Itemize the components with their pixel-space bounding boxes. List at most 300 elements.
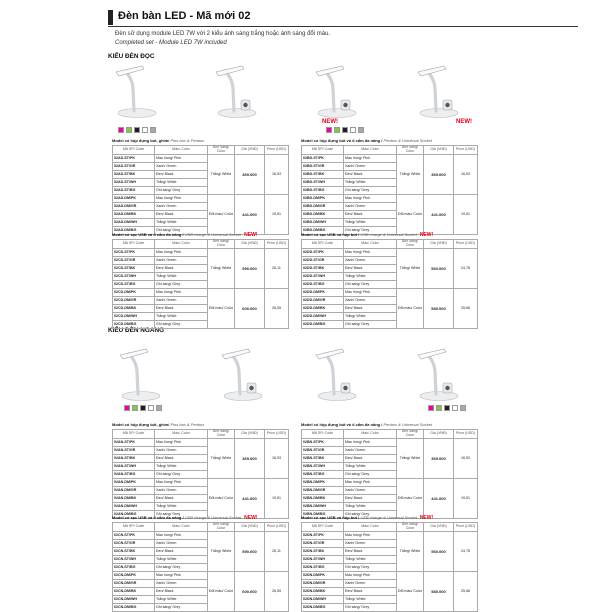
product-color: Ghi sáng/ Grey xyxy=(344,511,397,519)
section-vertical-title: KIỂU ĐÈN ĐỌC xyxy=(108,53,155,60)
page-header xyxy=(108,8,578,27)
caption-en: Penbox & Universal Socket xyxy=(383,138,432,143)
product-code: 02AD-ST/WH xyxy=(113,179,155,187)
color-swatch xyxy=(118,127,124,133)
header-cell: Ánh sáng/ Color xyxy=(397,430,424,439)
price-usd: 16,53 xyxy=(265,439,289,479)
product-code: 02DN-DM/GR xyxy=(302,580,344,588)
header-cell: Ánh sáng/ Color xyxy=(208,523,235,532)
product-code: 02CN-DM/BK xyxy=(113,588,155,596)
product-color: Đen/ Black xyxy=(155,211,208,219)
header-cell: Ánh sáng/ Color xyxy=(397,240,424,249)
product-code: 02BD-DM/PK xyxy=(302,195,344,203)
light-type: Trắng/ White xyxy=(208,532,235,572)
product-color: Xanh/ Green xyxy=(344,257,397,265)
color-swatch xyxy=(326,127,332,133)
table-row xyxy=(302,532,478,540)
lamp-arm xyxy=(231,354,240,394)
light-type: Đổi màu/ Color xyxy=(208,195,235,235)
color-swatch xyxy=(436,405,442,411)
product-code: 02DD-DM/BK xyxy=(302,305,344,313)
product-code: 02AN-ST/GR xyxy=(113,447,155,455)
price-vnd: 441.000 xyxy=(235,195,265,235)
price-table xyxy=(112,429,289,519)
price-table xyxy=(301,145,478,235)
model-caption xyxy=(301,232,433,238)
intro-vi: Đèn sử dụng module LED 7W với 2 kiểu ánh sáng trắng hoặc ánh sáng đổi màu. xyxy=(115,31,331,37)
header-cell: Màu/ Color xyxy=(344,146,397,155)
caption-en: Pins box & Penbox xyxy=(170,138,205,143)
product-color: Màu hồng/ Pink xyxy=(344,572,397,580)
product-color: Trắng/ White xyxy=(344,313,397,321)
product-color: Màu hồng/ Pink xyxy=(344,249,397,257)
product-color: Ghi sáng/ Grey xyxy=(344,321,397,329)
table-header-row xyxy=(113,523,289,532)
header-cell: Màu/ Color xyxy=(344,523,397,532)
header-cell: Giá (VNĐ) xyxy=(424,240,454,249)
header-cell: Mã SP/ Code xyxy=(302,430,344,439)
product-code: 02AD-ST/BK xyxy=(113,171,155,179)
color-swatch xyxy=(134,127,140,133)
lamp-base xyxy=(420,109,458,118)
caption-en: USB charge & Universal Socket xyxy=(184,515,242,520)
product-code: 02CD-ST/WH xyxy=(113,273,155,281)
product-color: Ghi sáng/ Grey xyxy=(344,281,397,289)
table-row xyxy=(113,572,289,580)
product-code: 02CN-ST/WH xyxy=(113,556,155,564)
price-usd: 16,53 xyxy=(454,155,478,195)
product-code: 02AN-DM/GR xyxy=(113,487,155,495)
product-code: 02DN-ST/PK xyxy=(302,532,344,540)
table-header-row xyxy=(302,430,478,439)
caption-vi: Model có hộp đựng bút, ghim/ xyxy=(112,138,171,143)
model-caption xyxy=(112,515,258,521)
header-cell: Mã SP/ Code xyxy=(113,240,155,249)
product-code: 02CN-ST/BK xyxy=(113,548,155,556)
product-code: 02BD-ST/PK xyxy=(302,155,344,163)
product-color: Đen/ Black xyxy=(344,548,397,556)
product-code: 02BN-DM/PK xyxy=(302,479,344,487)
header-cell: Màu/ Color xyxy=(155,240,208,249)
product-code: 02DN-DM/WH xyxy=(302,596,344,604)
table-row xyxy=(302,155,478,163)
lamp-image xyxy=(112,64,162,120)
lamp-image xyxy=(414,347,464,403)
product-color: Ghi sáng/ Grey xyxy=(155,187,208,195)
model-caption xyxy=(112,138,204,144)
product-color: Ghi sáng/ Grey xyxy=(155,281,208,289)
product-color: Màu hồng/ Pink xyxy=(155,195,208,203)
caption-en: USB charge & Universal Socket xyxy=(360,515,417,520)
product-code: 02BD-ST/WH xyxy=(302,179,344,187)
lamp-arm xyxy=(325,71,334,111)
product-code: 02AN-DM/WH xyxy=(113,503,155,511)
color-swatch xyxy=(428,405,434,411)
color-swatch xyxy=(444,405,450,411)
lamp-head xyxy=(222,349,250,359)
product-color: Ghi sáng/ Grey xyxy=(344,187,397,195)
price-vnd: 369.000 xyxy=(235,439,265,479)
intro-en: Completed set - Module LED 7W included xyxy=(115,40,227,46)
product-color: Màu hồng/ Pink xyxy=(155,289,208,297)
product-code: 02DD-DM/WH xyxy=(302,313,344,321)
product-code: 02DN-ST/GR xyxy=(302,540,344,548)
lamp-base xyxy=(420,392,458,401)
price-vnd: 600.000 xyxy=(235,289,265,329)
price-table xyxy=(112,239,289,329)
product-color: Ghi sáng/ Grey xyxy=(344,564,397,572)
caption-vi: Model có sạc USB và hộp bút / xyxy=(301,515,361,520)
price-usd: 19,51 xyxy=(265,479,289,519)
header-cell: Price (USD) xyxy=(454,430,478,439)
header-cell: Price (USD) xyxy=(265,430,289,439)
product-color: Trắng/ White xyxy=(155,503,208,511)
product-color: Xanh/ Green xyxy=(344,447,397,455)
product-color: Xanh/ Green xyxy=(344,203,397,211)
lamp-illustration xyxy=(112,64,162,120)
lamp-base xyxy=(318,392,356,401)
lamp-illustration xyxy=(414,64,464,120)
product-code: 02BD-DM/GR xyxy=(302,203,344,211)
product-color: Ghi sáng/ Grey xyxy=(155,604,208,612)
lamp-head xyxy=(418,349,446,359)
product-code: 02AD-DM/GR xyxy=(113,203,155,211)
product-color: Ghi sáng/ Grey xyxy=(155,564,208,572)
table-row xyxy=(302,479,478,487)
product-color: Trắng/ White xyxy=(344,219,397,227)
product-code: 02BN-DM/WH xyxy=(302,503,344,511)
lamp-socket xyxy=(445,103,449,107)
product-code: 02DN-ST/BG xyxy=(302,564,344,572)
product-code: 02AD-ST/PK xyxy=(113,155,155,163)
light-type: Trắng/ White xyxy=(397,155,424,195)
product-color: Xanh/ Green xyxy=(344,487,397,495)
product-code: 02AD-DM/BK xyxy=(113,211,155,219)
color-swatches xyxy=(326,127,364,133)
product-code: 02CD-DM/BG xyxy=(113,321,155,329)
table-header-row xyxy=(113,146,289,155)
lamp-image xyxy=(312,64,362,120)
color-swatch xyxy=(460,405,466,411)
light-type: Đổi màu/ Color xyxy=(208,289,235,329)
price-vnd: 441.000 xyxy=(424,195,454,235)
lamp-arm xyxy=(325,354,334,394)
header-cell: Ánh sáng/ Color xyxy=(397,146,424,155)
color-swatch xyxy=(126,127,132,133)
header-cell: Giá (VNĐ) xyxy=(235,240,265,249)
product-color: Xanh/ Green xyxy=(344,297,397,305)
price-usd: 19,51 xyxy=(454,195,478,235)
product-code: 02AN-ST/BG xyxy=(113,471,155,479)
light-type: Trắng/ White xyxy=(397,249,424,289)
product-color: Đen/ Black xyxy=(344,265,397,273)
lamp-arm xyxy=(427,71,436,111)
price-vnd: 441.000 xyxy=(235,479,265,519)
product-color: Màu hồng/ Pink xyxy=(155,249,208,257)
light-type: Đổi màu/ Color xyxy=(397,289,424,329)
product-color: Xanh/ Green xyxy=(344,163,397,171)
price-vnd: 369.000 xyxy=(235,155,265,195)
lamp-socket xyxy=(445,386,449,390)
product-code: 02BN-DM/BG xyxy=(302,511,344,519)
header-cell: Màu/ Color xyxy=(344,240,397,249)
product-color: Màu hồng/ Pink xyxy=(155,479,208,487)
product-code: 02AD-DM/WH xyxy=(113,219,155,227)
lamp-base xyxy=(318,109,356,118)
lamp-head xyxy=(316,349,344,359)
color-swatch xyxy=(156,405,162,411)
product-color: Đen/ Black xyxy=(344,495,397,503)
header-cell: Price (USD) xyxy=(454,240,478,249)
product-code: 02DD-DM/GR xyxy=(302,297,344,305)
product-color: Màu hồng/ Pink xyxy=(155,155,208,163)
product-color: Xanh/ Green xyxy=(155,540,208,548)
caption-en: Penbox & Universal Socket xyxy=(383,422,432,427)
product-code: 02DD-DM/PK xyxy=(302,289,344,297)
light-type: Trắng/ White xyxy=(208,155,235,195)
lamp-arm xyxy=(427,354,436,394)
product-color: Ghi sáng/ Grey xyxy=(155,227,208,235)
product-color: Trắng/ White xyxy=(155,596,208,604)
product-code: 02CN-DM/BG xyxy=(113,604,155,612)
product-code: 02DN-DM/BK xyxy=(302,588,344,596)
product-color: Màu hồng/ Pink xyxy=(344,479,397,487)
product-code: 02AD-ST/BG xyxy=(113,187,155,195)
table-row xyxy=(302,439,478,447)
header-cell: Ánh sáng/ Color xyxy=(397,523,424,532)
header-cell: Màu/ Color xyxy=(155,146,208,155)
product-color: Ghi sáng/ Grey xyxy=(344,471,397,479)
lamp-arm xyxy=(225,71,234,111)
header-cell: Mã SP/ Code xyxy=(113,523,155,532)
table-header-row xyxy=(302,523,478,532)
lamp-head xyxy=(116,66,144,76)
price-vnd: 600.000 xyxy=(235,572,265,612)
product-code: 02AD-DM/PK xyxy=(113,195,155,203)
light-type: Trắng/ White xyxy=(208,439,235,479)
lamp-head xyxy=(418,66,446,76)
lamp-image xyxy=(312,347,362,403)
product-code: 02BN-ST/WH xyxy=(302,463,344,471)
product-color: Trắng/ White xyxy=(155,463,208,471)
product-color: Trắng/ White xyxy=(344,503,397,511)
product-color: Ghi sáng/ Grey xyxy=(155,321,208,329)
product-color: Đen/ Black xyxy=(155,588,208,596)
header-cell: Mã SP/ Code xyxy=(302,523,344,532)
new-badge: NEW! xyxy=(244,232,258,238)
product-color: Đen/ Black xyxy=(155,265,208,273)
product-code: 02BN-ST/BG xyxy=(302,471,344,479)
lamp-head xyxy=(316,66,344,76)
new-badge: NEW! xyxy=(244,515,258,521)
table-row xyxy=(113,532,289,540)
product-color: Đen/ Black xyxy=(344,171,397,179)
product-code: 02DD-ST/GR xyxy=(302,257,344,265)
lamp-head xyxy=(120,349,148,359)
caption-vi: Model có sạc USB và ổ cắm đa năng / xyxy=(112,232,185,237)
price-vnd: 580.000 xyxy=(424,572,454,612)
table-header-row xyxy=(302,240,478,249)
product-code: 02AN-DM/BG xyxy=(113,511,155,519)
product-color: Đen/ Black xyxy=(344,305,397,313)
lamp-image xyxy=(212,64,262,120)
table-row xyxy=(113,439,289,447)
lamp-illustration xyxy=(212,64,262,120)
product-code: 02BN-ST/BK xyxy=(302,455,344,463)
lamp-base xyxy=(118,109,156,118)
product-color: Xanh/ Green xyxy=(155,487,208,495)
header-cell: Mã SP/ Code xyxy=(302,146,344,155)
header-cell: Mã SP/ Code xyxy=(302,240,344,249)
table-row xyxy=(113,249,289,257)
header-cell: Giá (VNĐ) xyxy=(235,146,265,155)
product-code: 02CD-DM/BK xyxy=(113,305,155,313)
product-color: Đen/ Black xyxy=(155,305,208,313)
price-usd: 25,66 xyxy=(454,572,478,612)
product-code: 02BD-ST/GR xyxy=(302,163,344,171)
model-caption xyxy=(301,515,433,521)
lamp-base xyxy=(218,109,256,118)
page-title: Đèn bàn LED - Mã mới 02 xyxy=(118,10,251,22)
header-cell: Giá (VNĐ) xyxy=(424,430,454,439)
product-code: 02AD-ST/GR xyxy=(113,163,155,171)
product-color: Ghi sáng/ Grey xyxy=(344,227,397,235)
product-code: 02DN-DM/PK xyxy=(302,572,344,580)
product-code: 02AD-DM/BG xyxy=(113,227,155,235)
caption-en: USB charge & Universal Socket xyxy=(184,232,242,237)
lamp-image xyxy=(116,347,166,403)
price-vnd: 580.000 xyxy=(424,289,454,329)
price-usd: 16,53 xyxy=(265,155,289,195)
intro-text xyxy=(115,30,330,48)
lamp-image xyxy=(414,64,464,120)
price-usd: 24,78 xyxy=(454,249,478,289)
product-code: 02DN-DM/BG xyxy=(302,604,344,612)
header-cell: Giá (VNĐ) xyxy=(235,523,265,532)
light-type: Đổi màu/ Color xyxy=(397,572,424,612)
light-type: Đổi màu/ Color xyxy=(397,479,424,519)
product-code: 02BN-DM/BK xyxy=(302,495,344,503)
product-color: Xanh/ Green xyxy=(344,540,397,548)
product-color: Đen/ Black xyxy=(155,171,208,179)
lamp-illustration xyxy=(312,64,362,120)
product-code: 02DN-ST/WH xyxy=(302,556,344,564)
color-swatches xyxy=(124,405,162,411)
product-color: Đen/ Black xyxy=(155,455,208,463)
light-type: Đổi màu/ Color xyxy=(208,479,235,519)
new-badge: NEW! xyxy=(419,515,434,521)
product-code: 02CN-ST/GR xyxy=(113,540,155,548)
product-code: 02AN-ST/BK xyxy=(113,455,155,463)
lamp-socket xyxy=(249,386,253,390)
model-caption xyxy=(301,422,432,428)
product-color: Xanh/ Green xyxy=(155,163,208,171)
header-cell: Mã SP/ Code xyxy=(113,146,155,155)
color-swatch xyxy=(124,405,130,411)
new-badge: NEW! xyxy=(456,119,472,125)
table-row xyxy=(302,195,478,203)
model-caption xyxy=(112,422,204,428)
product-code: 02AN-DM/PK xyxy=(113,479,155,487)
price-table xyxy=(112,522,289,612)
product-color: Xanh/ Green xyxy=(155,580,208,588)
product-color: Màu hồng/ Pink xyxy=(155,439,208,447)
product-code: 02DD-DM/BG xyxy=(302,321,344,329)
price-usd: 19,51 xyxy=(454,479,478,519)
product-code: 02CD-ST/BG xyxy=(113,281,155,289)
product-color: Màu hồng/ Pink xyxy=(155,532,208,540)
lamp-arm xyxy=(125,71,134,111)
color-swatch xyxy=(334,127,340,133)
header-cell: Giá (VNĐ) xyxy=(424,146,454,155)
color-swatch xyxy=(150,127,156,133)
color-swatch xyxy=(148,405,154,411)
caption-en: USB charge & Universal Socket xyxy=(360,232,417,237)
header-cell: Price (USD) xyxy=(265,240,289,249)
header-cell: Price (USD) xyxy=(454,523,478,532)
header-bar xyxy=(108,10,113,25)
header-cell: Price (USD) xyxy=(454,146,478,155)
product-code: 02DN-ST/BK xyxy=(302,548,344,556)
price-vnd: 369.000 xyxy=(424,155,454,195)
price-vnd: 369.000 xyxy=(424,439,454,479)
product-color: Ghi sáng/ Grey xyxy=(155,511,208,519)
lamp-illustration xyxy=(116,347,166,403)
product-color: Đen/ Black xyxy=(344,455,397,463)
product-code: 02CD-DM/GR xyxy=(113,297,155,305)
product-code: 02CD-ST/GR xyxy=(113,257,155,265)
product-color: Đen/ Black xyxy=(344,211,397,219)
caption-vi: Model có hộp đựng bút, ghim/ xyxy=(112,422,171,427)
product-code: 02AN-ST/WH xyxy=(113,463,155,471)
price-usd: 26,11 xyxy=(265,532,289,572)
table-row xyxy=(113,289,289,297)
color-swatch xyxy=(358,127,364,133)
lamp-socket xyxy=(343,386,347,390)
table-row xyxy=(113,195,289,203)
section-horizontal-title: KIỂU ĐÈN NGANG xyxy=(108,327,165,334)
product-code: 02DD-ST/BG xyxy=(302,281,344,289)
product-code: 02BN-DM/GR xyxy=(302,487,344,495)
product-color: Trắng/ White xyxy=(155,179,208,187)
product-color: Trắng/ White xyxy=(155,219,208,227)
price-usd: 19,51 xyxy=(265,195,289,235)
product-color: Xanh/ Green xyxy=(344,580,397,588)
price-usd: 26,11 xyxy=(265,249,289,289)
product-code: 02CN-DM/PK xyxy=(113,572,155,580)
color-swatches xyxy=(428,405,466,411)
product-code: 02CD-ST/BK xyxy=(113,265,155,273)
new-badge: NEW! xyxy=(419,232,434,238)
lamp-illustration xyxy=(218,347,268,403)
price-usd: 24,78 xyxy=(454,532,478,572)
price-table xyxy=(301,522,478,612)
price-vnd: 590.000 xyxy=(235,249,265,289)
price-usd: 25,66 xyxy=(454,289,478,329)
table-row xyxy=(302,289,478,297)
table-header-row xyxy=(113,240,289,249)
product-code: 02BD-ST/BG xyxy=(302,187,344,195)
product-code: 02BN-ST/GR xyxy=(302,447,344,455)
product-code: 02CD-ST/PK xyxy=(113,249,155,257)
caption-vi: Model có sạc USB và hộp bút / xyxy=(301,232,361,237)
table-header-row xyxy=(113,430,289,439)
product-color: Đen/ Black xyxy=(155,548,208,556)
header-cell: Màu/ Color xyxy=(155,523,208,532)
product-code: 02BD-DM/BK xyxy=(302,211,344,219)
product-code: 02CN-ST/PK xyxy=(113,532,155,540)
product-code: 02CN-ST/BG xyxy=(113,564,155,572)
